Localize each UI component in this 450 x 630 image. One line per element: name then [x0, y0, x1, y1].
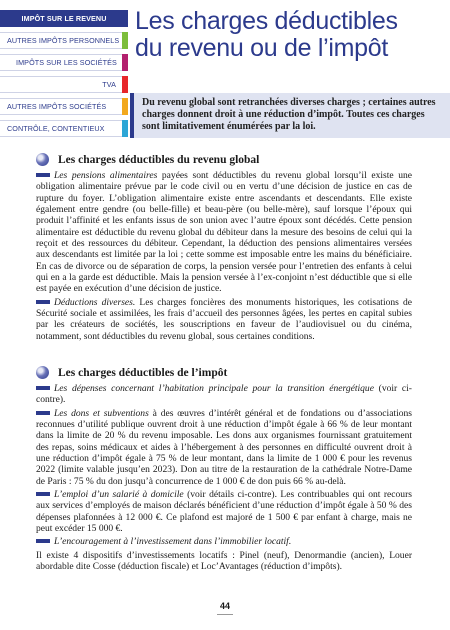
tab-color-bar: [122, 54, 128, 71]
tab-controle-contentieux[interactable]: [0, 120, 128, 137]
tab-color-bar: [122, 98, 128, 115]
section-heading-impot: [36, 366, 227, 379]
intro-accent-bar: [130, 93, 134, 138]
page-number: 44: [219, 601, 230, 611]
tab-impots-sur-les-societes[interactable]: [0, 54, 128, 71]
paragraph-text: (voir ci-contre).: [36, 383, 412, 406]
paragraph-lead: L’encouragement à l’investissement dans l’immobilier locatif.: [54, 536, 292, 548]
tab-autres-impots-societes[interactable]: [0, 98, 128, 115]
section-tabs: [0, 10, 128, 142]
tab-label: IMPÔTS SUR LES SOCIÉTÉS: [16, 58, 117, 67]
section-body-impot: [36, 383, 412, 575]
tab-autres-impots-personnels[interactable]: [0, 32, 128, 49]
tab-label: CONTRÔLE, CONTENTIEUX: [7, 124, 105, 133]
tab-impot-sur-le-revenu[interactable]: [0, 10, 128, 27]
paragraph: [36, 383, 412, 406]
page-number-rule: [217, 614, 233, 615]
tab-tva[interactable]: [0, 76, 128, 93]
paragraph-text: à des œuvres d’intérêt général et de fondations ou d’associations reconnues d’utilité publique ouvrent droit à une réduction d’impôt égale à 66 % de leur montant dans la limite de 20 % du revenu imposable. Les dons aux organismes fournissant gratuitement des repas, soins médicaux et aides à l’hébergement à des personnes en difficulté ouvrent droit à une réduction d’impôt égale à 75 % de leur montant, dans la limite de 1 000 € pour les revenus 2022 (limite valable jusqu’en 2023). Don au titre de la restauration de la cathédrale Notre-Dame de Paris : 75 % du don jusqu’à concurrence de 1 000 € de don puis 66 % au-delà.: [36, 407, 412, 487]
dash-marker-icon: [36, 300, 50, 304]
paragraph-lead: Les dons et subventions: [54, 407, 149, 419]
paragraph-lead: Déductions diverses.: [54, 296, 136, 308]
section-heading-revenu-global: [36, 153, 259, 166]
section-heading-text: Les charges déductibles de l’impôt: [58, 366, 228, 379]
dash-marker-icon: [36, 386, 50, 390]
dash-marker-icon: [36, 173, 50, 177]
intro-text: Du revenu global sont retranchées diverses charges ; certaines autres charges donnent droit à une réduction d’impôt. Toutes ces charges sont limitativement énumérées par la loi.: [142, 97, 436, 133]
section-heading-text: Les charges déductibles du revenu global: [58, 153, 260, 166]
paragraph: [36, 550, 412, 573]
tab-label: AUTRES IMPÔTS SOCIÉTÉS: [7, 102, 107, 111]
dash-marker-icon: [36, 411, 50, 415]
paragraph-lead: Les pensions alimentaires: [54, 170, 158, 181]
intro-box: [130, 93, 450, 138]
round-bullet-icon: [36, 153, 49, 166]
tab-label: IMPÔT SUR LE REVENU: [21, 14, 107, 23]
paragraph: [36, 170, 412, 295]
paragraph: [36, 489, 412, 534]
paragraph-text: Il existe 4 dispositifs d’investissements locatifs : Pinel (neuf), Denormandie (ancien), Louer abordable dite Cosse (déduction fiscale) et Loc’Avantages (réduction d’impôts).: [36, 549, 412, 573]
paragraph-text: (voir détails ci-contre). Les contribuables qui ont recours aux services d’employés de maison déclarés bénéficient d’une réduction d’impôt égale à 50 % des dépenses plafonnées à 12 000 €. Ce plafond est majoré de 1 500 € par enfant à charge, mais ne peut excéder 15 000 €.: [36, 489, 412, 535]
tab-color-bar: [122, 120, 128, 137]
tab-label: TVA: [102, 80, 116, 89]
section-body-revenu-global: [36, 170, 412, 344]
tab-color-bar: [122, 32, 128, 49]
paragraph-lead: Les dépenses concernant l’habitation principale pour la transition énergétique: [54, 383, 374, 394]
round-bullet-icon: [36, 366, 49, 379]
tab-label: AUTRES IMPÔTS PERSONNELS: [7, 36, 120, 45]
paragraph: [36, 297, 412, 342]
dash-marker-icon: [36, 539, 50, 543]
paragraph-text: Les charges foncières des monuments historiques, les cotisations de Sécurité sociale et assimilées, les frais d’accueil des personnes âgées, les pertes en capital subies par les créateurs de sociétés, les souscriptions en faveur de l’audiovisuel ou du cinéma, notamment, sont déductibles du revenu global, sous certaines conditions.: [36, 296, 412, 342]
paragraph: [36, 408, 412, 487]
paragraph-lead: L’emploi d’un salarié à domicile: [54, 489, 184, 501]
paragraph: [36, 536, 412, 547]
page-title: [135, 8, 445, 62]
page-title-line1: Les charges déductibles: [135, 7, 398, 35]
dash-marker-icon: [36, 492, 50, 496]
tab-color-bar: [122, 76, 128, 93]
page-title-line2: du revenu ou de l’impôt: [135, 34, 388, 62]
paragraph-text: payées sont déductibles du revenu global lorsqu’il existe une obligation alimentaire prévue par le code civil ou en vertu d’une décision de justice en cas de rupture du foyer. L’obligation alimentaire existe entre ascendants et descendants. Elle existe également entre gendre (ou belle-fille) et beau-père (ou belle-mère), sauf lorsque l’époux qui produit l’affinité et les enfants issus de son union avec l’autre époux sont décédés. Cette pension alimentaire est déductible du revenu global du débiteur dans la mesure des besoins de celui qui la reçoit et des ressources du débiteur. Cependant, la déduction des pensions alimentaires versées aux descendants est limitée par la loi ; cette somme est imposable entre les mains du bénéficiaire. En cas de divorce ou de séparation de corps, la pension versée pour l’entretien des enfants à celui qui en a la garde est déductible. Mais la pension versée à l’ex-conjoint n’est déductible que si elle est payée en exécution d’une décision de justice.: [36, 170, 413, 295]
